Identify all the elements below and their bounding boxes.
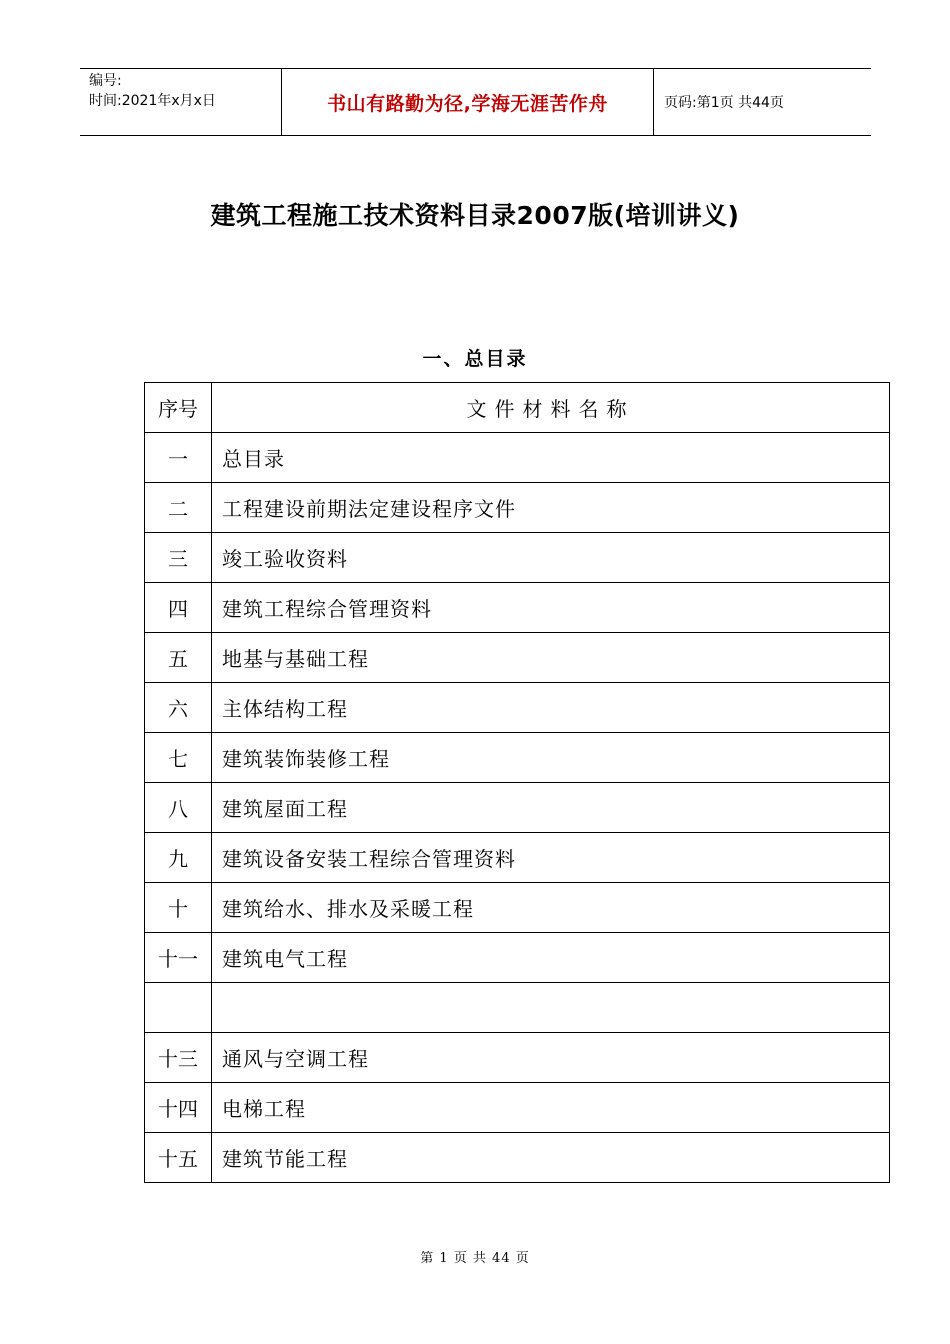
- row-number: 九: [145, 833, 212, 883]
- table-row: [145, 483, 890, 533]
- table-row: [145, 583, 890, 633]
- header-motto: 书山有路勤为径,学海无涯苦作舟: [281, 69, 654, 135]
- table-row: [145, 633, 890, 683]
- table-row: [145, 883, 890, 933]
- table-header-row: [145, 383, 890, 433]
- toc-table: [144, 382, 890, 1183]
- row-number: 四: [145, 583, 212, 633]
- time-label: 时间:2021年x月x日: [89, 93, 216, 109]
- row-name: [212, 983, 890, 1033]
- row-name: 建筑给水、排水及采暖工程: [212, 883, 890, 933]
- page-header: [80, 68, 871, 136]
- table-row: [145, 1083, 890, 1133]
- header-meta: [80, 69, 281, 135]
- row-number: 十五: [145, 1133, 212, 1183]
- table-row: [145, 733, 890, 783]
- row-name: 竣工验收资料: [212, 533, 890, 583]
- row-number: 十三: [145, 1033, 212, 1083]
- row-name: 工程建设前期法定建设程序文件: [212, 483, 890, 533]
- row-number: 十: [145, 883, 212, 933]
- table-row: [145, 783, 890, 833]
- row-name: 地基与基础工程: [212, 633, 890, 683]
- table-row: [145, 1033, 890, 1083]
- document-title: 建筑工程施工技术资料目录2007版(培训讲义): [210, 201, 740, 230]
- row-number: 二: [145, 483, 212, 533]
- table-row: [145, 833, 890, 883]
- table-row: [145, 983, 890, 1033]
- row-name: 建筑屋面工程: [212, 783, 890, 833]
- row-name: 建筑设备安装工程综合管理资料: [212, 833, 890, 883]
- row-name: 建筑工程综合管理资料: [212, 583, 890, 633]
- table-row: [145, 433, 890, 483]
- page-footer: 第 1 页 共 44 页: [420, 1251, 530, 1266]
- header-name: 文件材料名称: [212, 383, 890, 433]
- row-number: 六: [145, 683, 212, 733]
- row-number: 三: [145, 533, 212, 583]
- table-row: [145, 1133, 890, 1183]
- row-name: 主体结构工程: [212, 683, 890, 733]
- row-name: 建筑节能工程: [212, 1133, 890, 1183]
- row-number: 五: [145, 633, 212, 683]
- row-name: 总目录: [212, 433, 890, 483]
- row-name: 通风与空调工程: [212, 1033, 890, 1083]
- section-title: 一、总目录: [422, 348, 528, 370]
- row-number: 一: [145, 433, 212, 483]
- row-name: 建筑电气工程: [212, 933, 890, 983]
- row-name: 电梯工程: [212, 1083, 890, 1133]
- header-page-info: 页码:第1页 共44页: [664, 95, 784, 111]
- row-number: [145, 983, 212, 1033]
- row-number: 八: [145, 783, 212, 833]
- row-number: 七: [145, 733, 212, 783]
- table-row: [145, 683, 890, 733]
- header-no: 序号: [145, 383, 212, 433]
- table-row: [145, 933, 890, 983]
- row-number: 十四: [145, 1083, 212, 1133]
- row-number: 十一: [145, 933, 212, 983]
- row-name: 建筑装饰装修工程: [212, 733, 890, 783]
- table-row: [145, 533, 890, 583]
- code-label: 编号:: [89, 73, 122, 89]
